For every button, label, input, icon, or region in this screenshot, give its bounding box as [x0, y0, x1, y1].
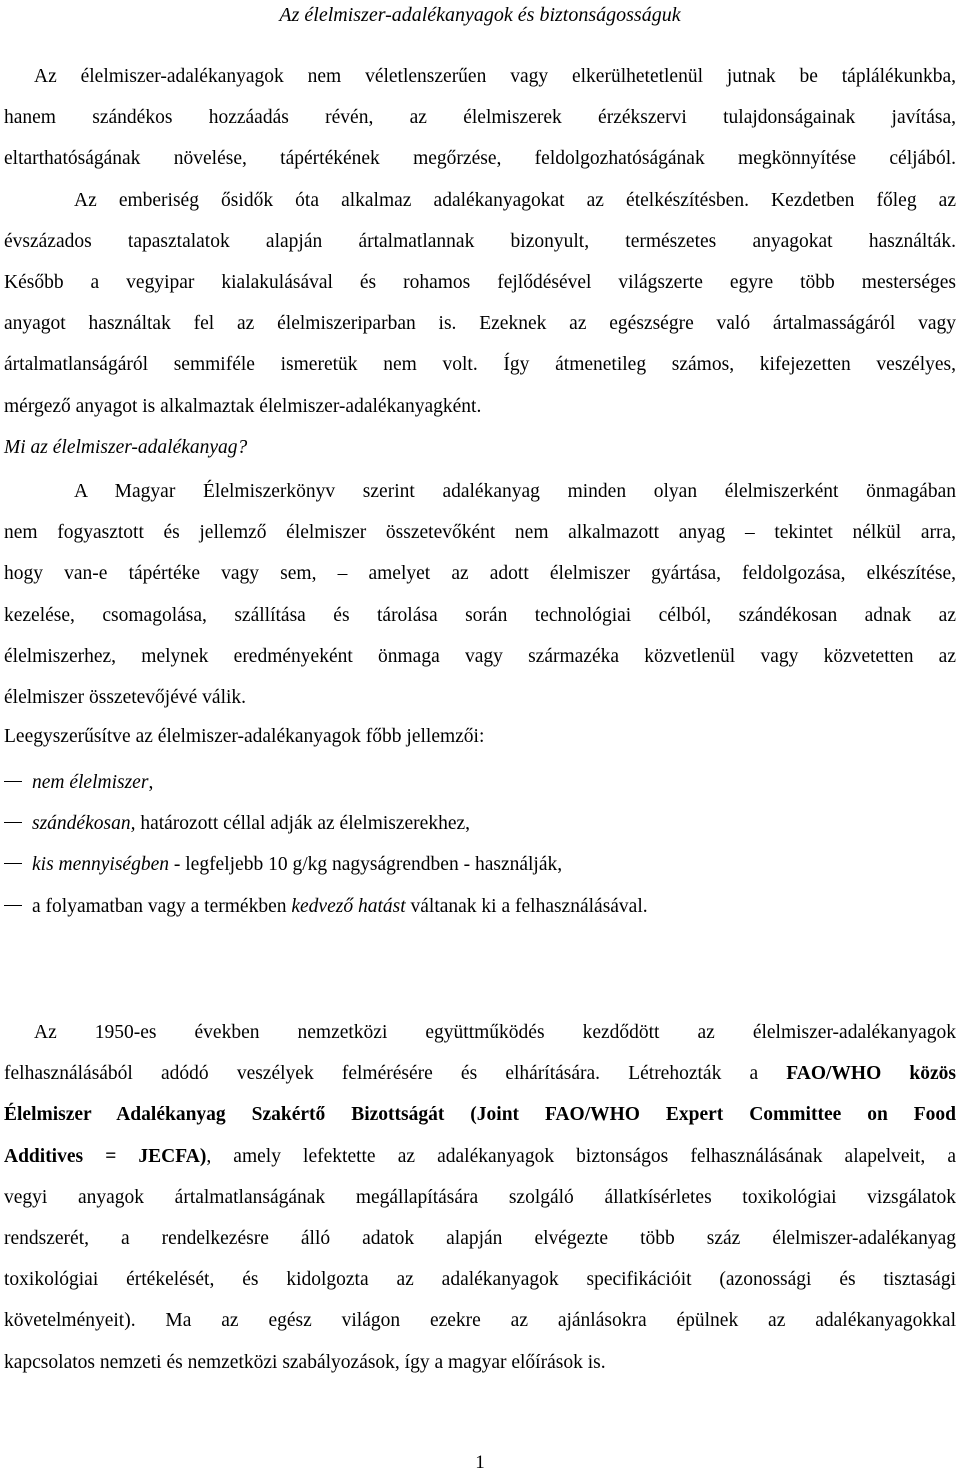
page-number: 1 [475, 1452, 485, 1473]
text-line: mérgező anyagot is alkalmaztak élelmiszer-adalékanyagként. [4, 395, 482, 417]
text-line: hanem szándékos hozzáadás révén, az élelmiszerek érzékszervi tulajdonságainak javítása, [4, 107, 956, 129]
summary-intro-block [4, 716, 956, 757]
text-line: Élelmiszer Adalékanyag Szakértő Bizottságát (Joint FAO/WHO Expert Committee on Food [4, 1104, 956, 1126]
page-title: Az élelmiszer-adalékanyagok és biztonságosságuk [279, 4, 681, 26]
list-item-text: váltanak ki a felhasználásával. [405, 895, 648, 917]
question-heading: Mi az élelmiszer-adalékanyag? [4, 437, 248, 458]
text-line: Az élelmiszer-adalékanyagok nem véletlenszerűen vagy elkerülhetetlenül jutnak be táplálékunkba, [34, 66, 956, 87]
intro-paragraph [4, 56, 956, 427]
text-line: követelményeit). Ma az egész világon ezekre az ajánlásokra épülnek az adalékanyagokkal [4, 1310, 956, 1332]
text-line: élelmiszer összetevőjévé válik. [4, 686, 247, 708]
dash-bullet-icon [4, 781, 22, 782]
text-line: eltarthatóságának növelése, tápértékének megőrzése, feldolgozhatóságának megkönnyítése céljából. [4, 148, 956, 170]
list-item-text: , [148, 772, 154, 793]
list-item [4, 886, 956, 927]
definition-paragraph [4, 471, 956, 718]
list-item-text: határozott céllal adják az élelmiszerekhez, [135, 813, 471, 835]
text-line: anyagot használtak fel az élelmiszeriparban is. Ezeknek az egészségre való ártalmasságáról vagy [4, 313, 956, 335]
text-line: ártalmatlanságáról semmiféle ismeretük nem volt. Így átmenetileg számos, kifejezetten veszélyes, [4, 354, 956, 376]
list-item [4, 844, 956, 885]
text-line: rendszerét, a rendelkezésre álló adatok alapján elvégezte több száz élelmiszer-adalékanyag [4, 1227, 956, 1249]
text-line: vegyi anyagok ártalmatlanságának megállapítására szolgáló állatkísérletes toxikológiai vizsgálatok [4, 1186, 956, 1208]
bold-text: FAO/WHO közös [786, 1063, 956, 1085]
bold-text: Additives = JECFA) [4, 1145, 207, 1167]
text-line [4, 1053, 956, 1094]
text-line: Az emberiség ősidők óta alkalmaz adalékanyagokat az ételkészítésben. Kezdetben főleg az [74, 189, 956, 211]
list-item-text: - legfeljebb 10 g/kg nagyságrendben - használják, [169, 854, 563, 876]
summary-intro: Leegyszerűsítve az élelmiszer-adalékanyagok főbb jellemzői: [4, 726, 485, 747]
dash-bullet-icon [4, 863, 22, 864]
list-item-italic: kis mennyiségben [32, 854, 169, 876]
text-line: Később a vegyipar kialakulásával és rohamos fejlődésével világszerte egyre több mesterséges [4, 271, 956, 293]
text-line: kezelése, csomagolása, szállítása és tárolása során technológiai célból, szándékosan adnak az [4, 604, 956, 626]
text-line: A Magyar Élelmiszerkönyv szerint adalékanyag minden olyan élelmiszerként önmagában [74, 481, 956, 502]
dash-bullet-icon [4, 905, 22, 906]
text-line: kapcsolatos nemzeti és nemzetközi szabályozások, így a magyar előírások is. [4, 1351, 606, 1373]
list-item-text: a folyamatban vagy a termékben [32, 895, 292, 917]
list-item [4, 803, 956, 844]
history-paragraph [4, 1012, 956, 1383]
text-line: nem fogyasztott és jellemző élelmiszer összetevőként nem alkalmazott anyag – tekintet nélkül arra, [4, 522, 956, 544]
text-span: felhasználásából adódó veszélyek felmérésére és elhárítására. Létrehozták a [4, 1063, 787, 1085]
text-line: Az 1950-es években nemzetközi együttműködés kezdődött az élelmiszer-adalékanyagok [34, 1022, 956, 1043]
list-item-italic: szándékosan, [32, 813, 136, 835]
characteristics-list [4, 762, 956, 927]
list-item-italic: kedvező hatást [291, 895, 406, 917]
dash-bullet-icon [4, 822, 22, 823]
text-line [4, 1136, 956, 1177]
text-line: élelmiszerhez, melynek eredményeként önmaga vagy származéka közvetlenül vagy közvetetten az [4, 645, 956, 667]
question-heading-block [4, 427, 956, 468]
text-line: hogy van-e tápértéke vagy sem, – amelyet az adott élelmiszer gyártása, feldolgozása, elkészítése, [4, 563, 956, 585]
list-item-italic: nem élelmiszer [32, 772, 149, 793]
list-item [4, 762, 956, 803]
text-line: toxikológiai értékelését, és kidolgozta az adalékanyagok specifikációit (azonossági és tisztasági [4, 1269, 956, 1291]
text-span: , amely lefektette az adalékanyagok biztonságos felhasználásának alapelveit, a [206, 1145, 956, 1167]
text-line: évszázados tapasztalatok alapján ártalmatlannak bizonyult, természetes anyagokat használták. [4, 230, 956, 252]
